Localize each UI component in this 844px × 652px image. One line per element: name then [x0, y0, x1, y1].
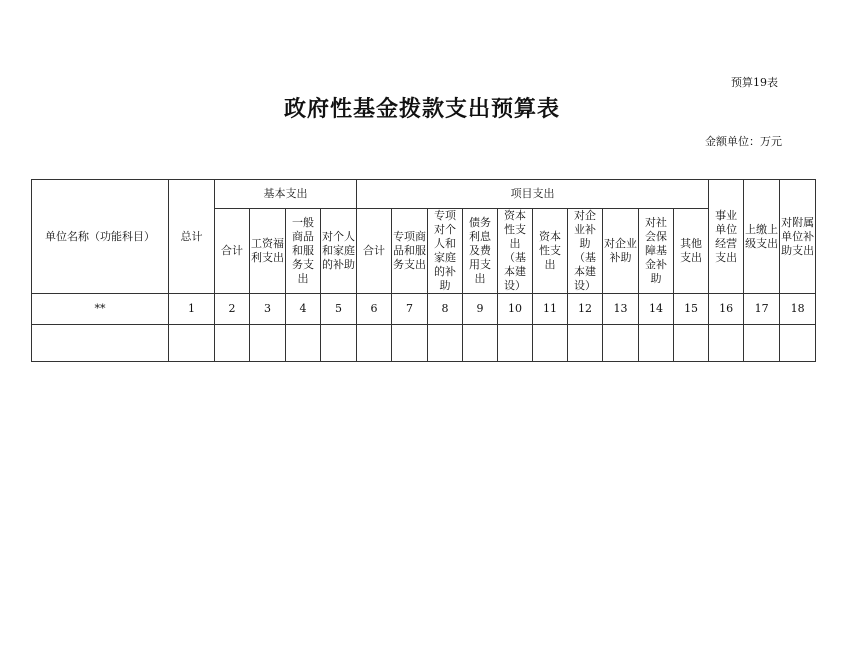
data-cell: [169, 325, 215, 362]
column-number-row: [32, 294, 816, 325]
budget-table: [31, 179, 816, 362]
data-cell: [744, 325, 780, 362]
column-number: 11: [533, 294, 568, 325]
column-number: 4: [286, 294, 321, 325]
column-number: 16: [709, 294, 744, 325]
header-project-col: 资本性支出（基本建设）: [498, 209, 533, 294]
header-project-col: 资本性支出: [533, 209, 568, 294]
header-project-col: 其他支出: [674, 209, 709, 294]
form-number: 预算19表: [731, 76, 778, 89]
column-number: 13: [603, 294, 639, 325]
data-cell: [250, 325, 286, 362]
header-project-col: 专项对个人和家庭的补助: [428, 209, 463, 294]
header-business-expense: 事业单位经营支出: [709, 180, 744, 294]
column-number: 5: [321, 294, 357, 325]
data-cell: [286, 325, 321, 362]
column-number: 8: [428, 294, 463, 325]
header-basic-col: 合计: [215, 209, 250, 294]
data-cell: [392, 325, 428, 362]
column-number: 10: [498, 294, 533, 325]
amount-unit: 金额单位：万元: [705, 135, 782, 148]
data-cell: [568, 325, 603, 362]
column-number: 12: [568, 294, 603, 325]
header-project-col: 对社会保障基金补助: [639, 209, 674, 294]
data-cell: [498, 325, 533, 362]
column-number: 6: [357, 294, 392, 325]
header-project-col: 对企业补助（基本建设）: [568, 209, 603, 294]
header-unit-name: 单位名称（功能科目）: [32, 180, 169, 294]
header-project-col: 合计: [357, 209, 392, 294]
data-cell: [674, 325, 709, 362]
data-cell: [215, 325, 250, 362]
data-cell: [533, 325, 568, 362]
column-number: 14: [639, 294, 674, 325]
data-cell: [357, 325, 392, 362]
header-affiliated-subsidy: 对附属单位补助支出: [780, 180, 816, 294]
column-number: 3: [250, 294, 286, 325]
column-number: 15: [674, 294, 709, 325]
header-row-groups: [32, 180, 816, 209]
header-project-col: 债务利息及费用支出: [463, 209, 498, 294]
column-number: 7: [392, 294, 428, 325]
header-upper-expense: 上缴上级支出: [744, 180, 780, 294]
data-row: [32, 325, 816, 362]
data-cell: [780, 325, 816, 362]
data-cell: [32, 325, 169, 362]
header-project-group: 项目支出: [357, 180, 709, 209]
header-basic-col: 工资福利支出: [250, 209, 286, 294]
header-project-col: 对企业补助: [603, 209, 639, 294]
data-cell: [639, 325, 674, 362]
data-cell: [603, 325, 639, 362]
column-number: 17: [744, 294, 780, 325]
number-row-label: **: [32, 294, 169, 325]
data-cell: [428, 325, 463, 362]
column-number: 2: [215, 294, 250, 325]
data-cell: [321, 325, 357, 362]
page-title: 政府性基金拨款支出预算表: [283, 96, 560, 122]
column-number: 1: [169, 294, 215, 325]
column-number: 9: [463, 294, 498, 325]
header-total: 总计: [169, 180, 215, 294]
data-cell: [463, 325, 498, 362]
data-cell: [709, 325, 744, 362]
header-project-col: 专项商品和服务支出: [392, 209, 428, 294]
header-basic-col: 一般商品和服务支出: [286, 209, 321, 294]
header-basic-col: 对个人和家庭的补助: [321, 209, 357, 294]
column-number: 18: [780, 294, 816, 325]
header-basic-group: 基本支出: [215, 180, 357, 209]
